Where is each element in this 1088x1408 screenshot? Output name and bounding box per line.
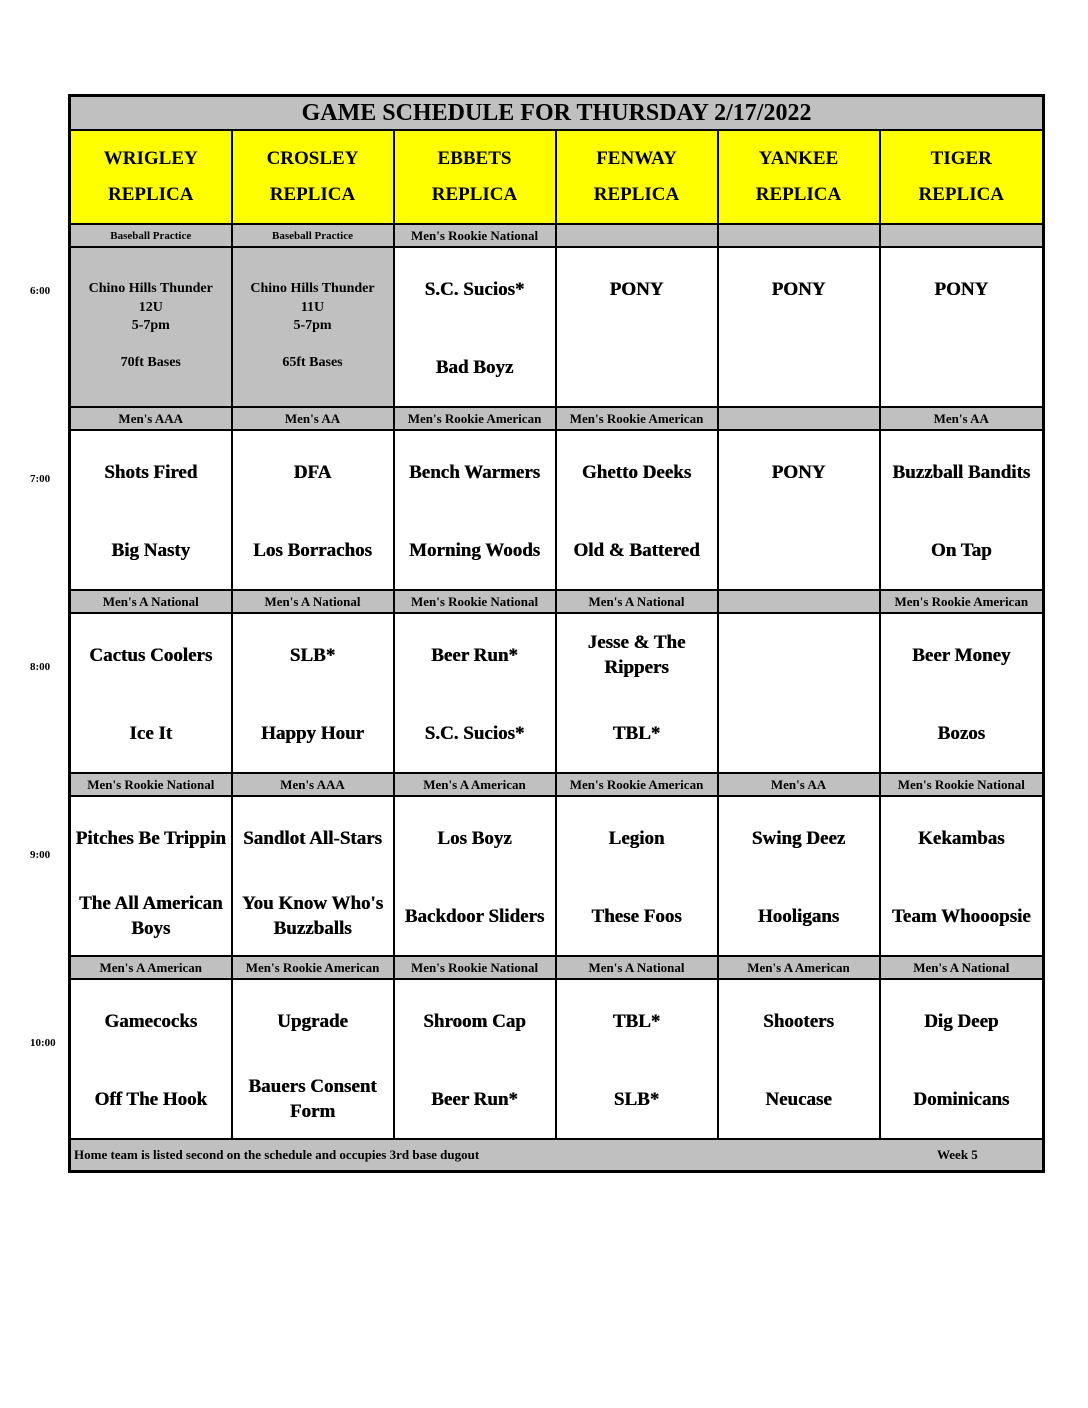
away-team: Beer Money [912, 644, 1011, 666]
practice-bases: 65ft Bases [282, 354, 343, 370]
home-team: Dominicans [913, 1088, 1010, 1110]
away-team: Los Boyz [437, 827, 512, 849]
footer-note: Home team is listed second on the schedule and occupies 3rd base dugout [74, 1147, 480, 1162]
away-team: Buzzball Bandits [892, 461, 1031, 483]
home-team: Team Whooopsie [891, 905, 1031, 927]
field-subtitle: REPLICA [918, 184, 1005, 205]
division-row [70, 956, 1044, 979]
away-team: S.C. Sucios* [424, 278, 525, 300]
away-team: Sandlot All-Stars [243, 827, 382, 849]
home-team: TBL* [612, 722, 661, 744]
division-label: Men's Rookie National [394, 224, 556, 247]
practice-cell [232, 247, 394, 407]
field-header-yankee [718, 130, 880, 224]
division-label: Men's A National [880, 956, 1044, 979]
away-team: Dig Deep [924, 1010, 999, 1032]
time-label-6: 6:00 [30, 285, 51, 297]
home-team: Beer Run* [431, 1088, 518, 1110]
field-subtitle: REPLICA [755, 184, 842, 205]
game-row [70, 979, 1044, 1139]
division-row [70, 407, 1044, 430]
away-team: Shots Fired [104, 461, 198, 483]
practice-line: 11U [300, 299, 325, 315]
field-subtitle: REPLICA [593, 184, 680, 205]
field-name: FENWAY [596, 148, 677, 169]
practice-line: Chino Hills Thunder [88, 281, 213, 296]
away-team: Beer Run* [431, 644, 518, 666]
home-team: Neucase [765, 1088, 832, 1110]
practice-line: 12U [138, 299, 163, 315]
division-label: Men's A American [718, 956, 880, 979]
away-team: Jesse & The Rippers [587, 632, 686, 678]
division-label: Men's AA [718, 773, 880, 796]
away-team: DFA [293, 461, 332, 483]
division-label: Men's A American [70, 956, 232, 979]
game-cell [718, 979, 880, 1139]
division-label: Men's Rookie American [232, 956, 394, 979]
field-subtitle: REPLICA [107, 184, 194, 205]
away-team: Pitches Be Trippin [75, 827, 226, 849]
division-label: Men's Rookie American [880, 590, 1044, 613]
division-label: Men's A National [556, 956, 718, 979]
game-row [70, 247, 1044, 407]
away-team: Kekambas [917, 827, 1005, 849]
field-name: WRIGLEY [103, 148, 198, 169]
division-label: Men's AA [232, 407, 394, 430]
field-name: TIGER [930, 148, 992, 169]
away-team: Ghetto Deeks [581, 461, 692, 483]
away-team: TBL* [612, 1010, 661, 1032]
division-row [70, 773, 1044, 796]
division-label [718, 590, 880, 613]
game-cell [718, 247, 880, 407]
home-team: Bad Boyz [435, 356, 514, 378]
game-cell [880, 247, 1044, 407]
page-title: GAME SCHEDULE FOR THURSDAY 2/17/2022 [70, 96, 1044, 131]
time-label-10: 10:00 [30, 1037, 56, 1049]
game-cell [880, 430, 1044, 590]
division-label [556, 224, 718, 247]
division-label [718, 407, 880, 430]
away-team: PONY [771, 278, 826, 300]
away-team: PONY [771, 461, 826, 483]
time-label-7: 7:00 [30, 473, 51, 485]
game-cell [70, 613, 232, 773]
field-name: EBBETS [437, 148, 512, 169]
field-header-crosley [232, 130, 394, 224]
division-label: Men's AAA [70, 407, 232, 430]
game-cell [232, 430, 394, 590]
division-label: Baseball Practice [232, 224, 394, 247]
away-team: Bench Warmers [408, 461, 541, 483]
home-team: The All American Boys [78, 893, 223, 939]
division-label: Men's AAA [232, 773, 394, 796]
home-team: Hooligans [757, 905, 840, 927]
game-cell [70, 430, 232, 590]
division-label: Men's A American [394, 773, 556, 796]
field-subtitle: REPLICA [269, 184, 356, 205]
game-cell [232, 613, 394, 773]
time-label-9: 9:00 [30, 849, 51, 861]
division-label [880, 224, 1044, 247]
game-cell [70, 796, 232, 956]
away-team: PONY [934, 278, 989, 300]
away-team: Shroom Cap [423, 1010, 526, 1032]
field-name: YANKEE [758, 148, 839, 169]
home-team: These Foos [591, 905, 682, 927]
division-label: Men's Rookie National [394, 590, 556, 613]
game-row [70, 796, 1044, 956]
home-team [797, 342, 801, 392]
field-header-ebbets [394, 130, 556, 224]
division-label: Men's Rookie National [70, 773, 232, 796]
game-cell [232, 796, 394, 956]
field-name: CROSLEY [266, 148, 359, 169]
game-cell [394, 979, 556, 1139]
game-row [70, 613, 1044, 773]
game-cell [556, 430, 718, 590]
game-cell [718, 796, 880, 956]
home-team: SLB* [613, 1088, 660, 1110]
division-row [70, 224, 1044, 247]
division-label: Baseball Practice [70, 224, 232, 247]
home-team: Bauers Consent Form [248, 1076, 377, 1122]
division-label: Men's A National [556, 590, 718, 613]
game-row [70, 430, 1044, 590]
footer-row [70, 1139, 1044, 1172]
practice-line: 5-7pm [293, 318, 332, 333]
home-team: Bozos [937, 722, 986, 744]
division-label: Men's A National [70, 590, 232, 613]
away-team: Legion [608, 827, 665, 849]
field-header-tiger [880, 130, 1044, 224]
away-team: SLB* [289, 644, 336, 666]
home-team: Old & Battered [573, 539, 700, 561]
game-cell [880, 979, 1044, 1139]
game-cell [394, 796, 556, 956]
practice-line: Chino Hills Thunder [250, 281, 375, 296]
away-team: Swing Deez [751, 827, 846, 849]
home-team [959, 342, 963, 392]
practice-line: 5-7pm [131, 318, 170, 333]
home-team: S.C. Sucios* [424, 722, 525, 744]
game-cell [880, 613, 1044, 773]
footer [70, 1139, 1044, 1172]
schedule-table [68, 94, 1045, 1173]
game-cell [556, 613, 718, 773]
home-team: Backdoor Sliders [404, 905, 545, 927]
away-team: Shooters [763, 1010, 834, 1032]
time-label-8: 8:00 [30, 661, 51, 673]
away-team: Cactus Coolers [89, 644, 213, 666]
division-label: Men's A National [232, 590, 394, 613]
away-team [797, 630, 801, 680]
home-team: Morning Woods [408, 539, 541, 561]
division-label: Men's Rookie National [394, 956, 556, 979]
game-cell [718, 430, 880, 590]
week-label: Week 5 [937, 1147, 978, 1162]
away-team: PONY [609, 278, 664, 300]
game-cell [394, 430, 556, 590]
home-team [797, 708, 801, 758]
field-header-wrigley [70, 130, 232, 224]
division-label: Men's AA [880, 407, 1044, 430]
game-cell [394, 247, 556, 407]
division-label: Men's Rookie American [394, 407, 556, 430]
game-cell [556, 979, 718, 1139]
home-team [635, 342, 639, 392]
field-subtitle: REPLICA [431, 184, 518, 205]
field-header-row [70, 130, 1044, 224]
game-cell [556, 796, 718, 956]
away-team: Upgrade [277, 1010, 348, 1032]
home-team [797, 525, 801, 575]
home-team: On Tap [930, 539, 992, 561]
division-label [718, 224, 880, 247]
game-cell [70, 979, 232, 1139]
home-team: Happy Hour [261, 722, 364, 744]
home-team: Los Borrachos [253, 539, 372, 561]
home-team: You Know Who's Buzzballs [241, 893, 384, 939]
game-cell [232, 979, 394, 1139]
game-cell [718, 613, 880, 773]
away-team: Gamecocks [104, 1010, 198, 1032]
division-label: Men's Rookie American [556, 407, 718, 430]
home-team: Ice It [129, 722, 173, 744]
practice-cell [70, 247, 232, 407]
game-cell [394, 613, 556, 773]
home-team: Off The Hook [94, 1088, 208, 1110]
division-label: Men's Rookie National [880, 773, 1044, 796]
practice-bases: 70ft Bases [120, 354, 181, 370]
game-cell [880, 796, 1044, 956]
division-label: Men's Rookie American [556, 773, 718, 796]
field-header-fenway [556, 130, 718, 224]
division-row [70, 590, 1044, 613]
game-cell [556, 247, 718, 407]
home-team: Big Nasty [111, 539, 191, 561]
